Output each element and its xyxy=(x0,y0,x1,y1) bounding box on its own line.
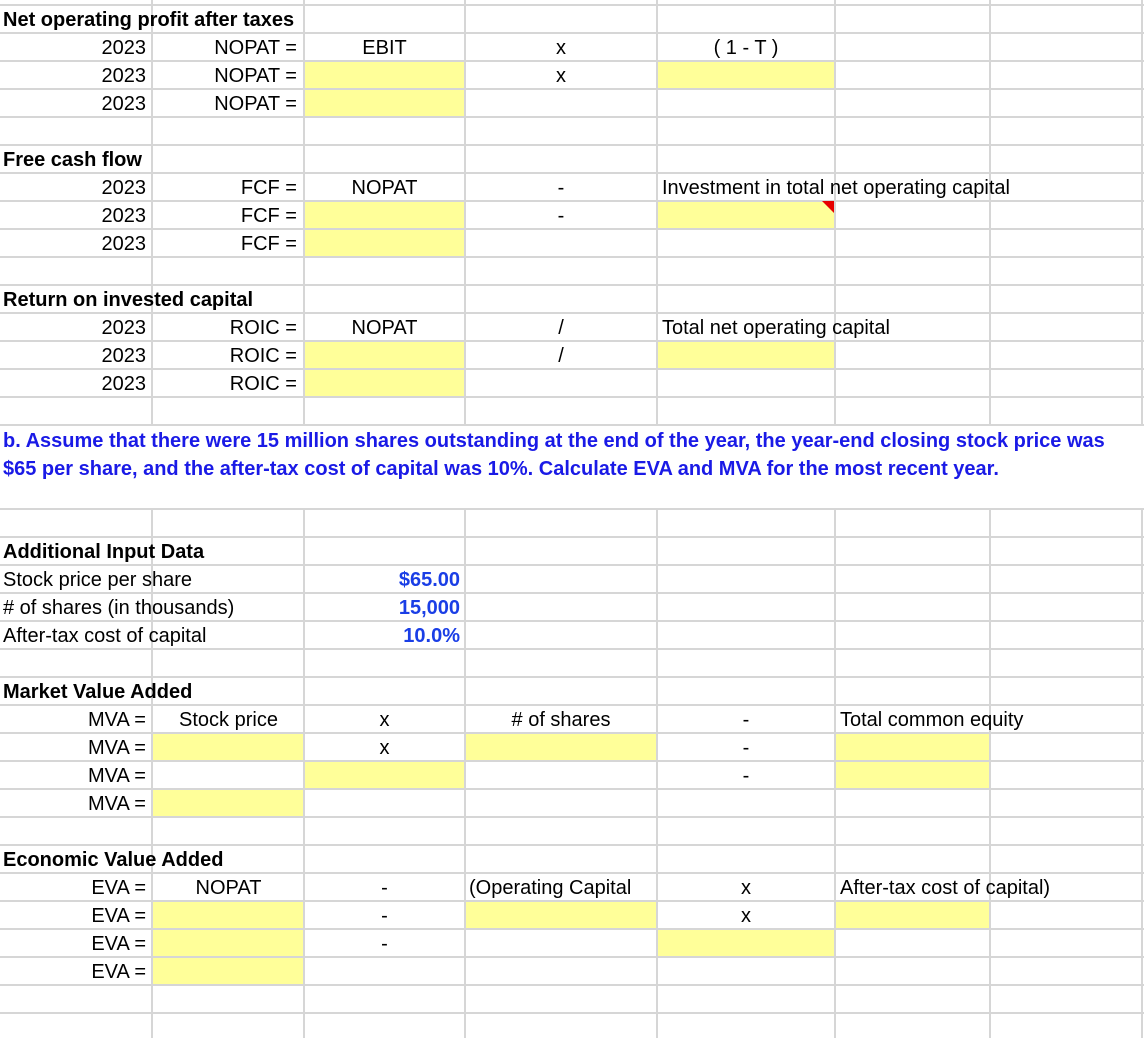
input-cost-of-capital-label: After-tax cost of capital xyxy=(3,625,207,647)
eva-row-2-operator-1: - xyxy=(381,905,388,927)
nopat-row-1-label: NOPAT = xyxy=(214,37,297,59)
input-shares-label: # of shares (in thousands) xyxy=(3,597,235,619)
input-section-title: Additional Input Data xyxy=(3,541,205,563)
mva-price-cell[interactable] xyxy=(153,733,304,760)
mva-row-1-equity: Total common equity xyxy=(840,709,1024,731)
eva-row-2-operator-2: x xyxy=(741,905,751,927)
eva-capital-cell[interactable] xyxy=(466,901,657,928)
fcf-nopat-cell[interactable] xyxy=(305,201,464,228)
eva-nopat-cell[interactable] xyxy=(153,901,304,984)
mva-section-title: Market Value Added xyxy=(3,681,193,703)
eva-row-1-nopat: NOPAT xyxy=(195,877,262,899)
roic-row-2-label: ROIC = xyxy=(229,345,297,367)
mva-row-1-shares: # of shares xyxy=(511,709,611,731)
mva-row-4-label: MVA = xyxy=(88,793,146,815)
fcf-row-1-operator: - xyxy=(557,177,565,199)
eva-row-1-operator-1: - xyxy=(381,877,388,899)
eva-row-1-cost-of-capital: After-tax cost of capital) xyxy=(840,877,1051,899)
nopat-row-3-label: NOPAT = xyxy=(214,93,297,115)
fcf-row-1-nopat: NOPAT xyxy=(351,177,418,199)
nopat-row-2-label: NOPAT = xyxy=(214,65,297,87)
mva-row-3-label: MVA = xyxy=(88,765,146,787)
nopat-tax-cell[interactable] xyxy=(658,61,835,88)
nopat-row-2-operator: x xyxy=(556,65,566,87)
nopat-row-1-tax-term: ( 1 - T ) xyxy=(713,37,779,59)
fcf-row-2-label: FCF = xyxy=(240,205,297,227)
nopat-section-title: Net operating profit after taxes xyxy=(3,9,295,31)
nopat-ebit-cell[interactable] xyxy=(305,61,464,88)
question-b-text: b. Assume that there were 15 million shares outstanding at the end of the year, the year-end closing stock price was $65 per share, and the after-tax cost of capital was 10%. Calculate EVA and MVA for the most recent year. xyxy=(3,430,1105,480)
fcf-row-3-label: FCF = xyxy=(240,233,297,255)
nopat-row-1-operator: x xyxy=(556,37,566,59)
fcf-result-cell[interactable] xyxy=(305,229,464,256)
fcf-row-1-investment: Investment in total net operating capital xyxy=(662,177,1010,199)
roic-row-3-label: ROIC = xyxy=(229,373,297,395)
roic-result-cell[interactable] xyxy=(305,369,464,396)
eva-wacc-cell[interactable] xyxy=(836,901,989,928)
roic-capital-cell[interactable] xyxy=(658,341,835,368)
eva-row-3-operator-1: - xyxy=(381,933,388,955)
mva-result-cell[interactable] xyxy=(153,789,304,816)
nopat-row-1-year: 2023 xyxy=(101,37,146,59)
nopat-result-cell[interactable] xyxy=(305,89,464,116)
roic-row-2-operator: / xyxy=(558,345,564,367)
fcf-section-title: Free cash flow xyxy=(3,149,142,171)
input-cost-of-capital-value[interactable]: 10.0% xyxy=(403,625,460,647)
nopat-row-2-year: 2023 xyxy=(101,65,146,87)
fcf-row-1-year: 2023 xyxy=(101,177,146,199)
roic-row-2-year: 2023 xyxy=(101,345,146,367)
input-stock-price-label: Stock price per share xyxy=(3,569,192,591)
roic-row-3-year: 2023 xyxy=(101,373,146,395)
roic-row-1-nopat: NOPAT xyxy=(351,317,418,339)
nopat-row-1-ebit: EBIT xyxy=(362,37,407,59)
mva-row-1-stock-price: Stock price xyxy=(179,709,278,731)
mva-row-3-operator-2: - xyxy=(742,765,750,787)
eva-row-1-operator-2: x xyxy=(741,877,751,899)
eva-row-2-label: EVA = xyxy=(91,905,146,927)
eva-row-1-operating-capital: (Operating Capital xyxy=(469,877,632,899)
mva-shares-cell[interactable] xyxy=(466,733,657,760)
mva-row-1-operator-2: - xyxy=(742,709,750,731)
mva-row-1-label: MVA = xyxy=(88,709,146,731)
mva-row-2-label: MVA = xyxy=(88,737,146,759)
eva-section-title: Economic Value Added xyxy=(3,849,224,871)
fcf-row-2-operator: - xyxy=(557,205,565,227)
fcf-investment-cell[interactable] xyxy=(658,201,835,228)
eva-capital-charge-cell[interactable] xyxy=(658,929,835,956)
mva-row-2-operator-1: x xyxy=(379,737,390,759)
fcf-row-2-year: 2023 xyxy=(101,205,146,227)
eva-row-1-label: EVA = xyxy=(91,877,146,899)
nopat-row-3-year: 2023 xyxy=(101,93,146,115)
mva-row-2-operator-2: - xyxy=(742,737,750,759)
roic-section-title: Return on invested capital xyxy=(3,289,254,311)
roic-row-1-operator: / xyxy=(558,317,564,339)
eva-row-4-label: EVA = xyxy=(91,961,146,983)
input-shares-value[interactable]: 15,000 xyxy=(398,597,460,619)
roic-row-1-capital: Total net operating capital xyxy=(662,317,890,339)
mva-market-value-cell[interactable] xyxy=(305,761,464,788)
cell-comment-indicator-icon[interactable] xyxy=(822,201,834,213)
fcf-row-1-label: FCF = xyxy=(240,177,297,199)
fcf-row-3-year: 2023 xyxy=(101,233,146,255)
mva-row-1-operator-1: x xyxy=(379,709,390,731)
roic-row-1-year: 2023 xyxy=(101,317,146,339)
input-stock-price-value[interactable]: $65.00 xyxy=(398,569,460,591)
roic-nopat-cell[interactable] xyxy=(305,341,464,368)
eva-row-3-label: EVA = xyxy=(91,933,146,955)
roic-row-1-label: ROIC = xyxy=(229,317,297,339)
